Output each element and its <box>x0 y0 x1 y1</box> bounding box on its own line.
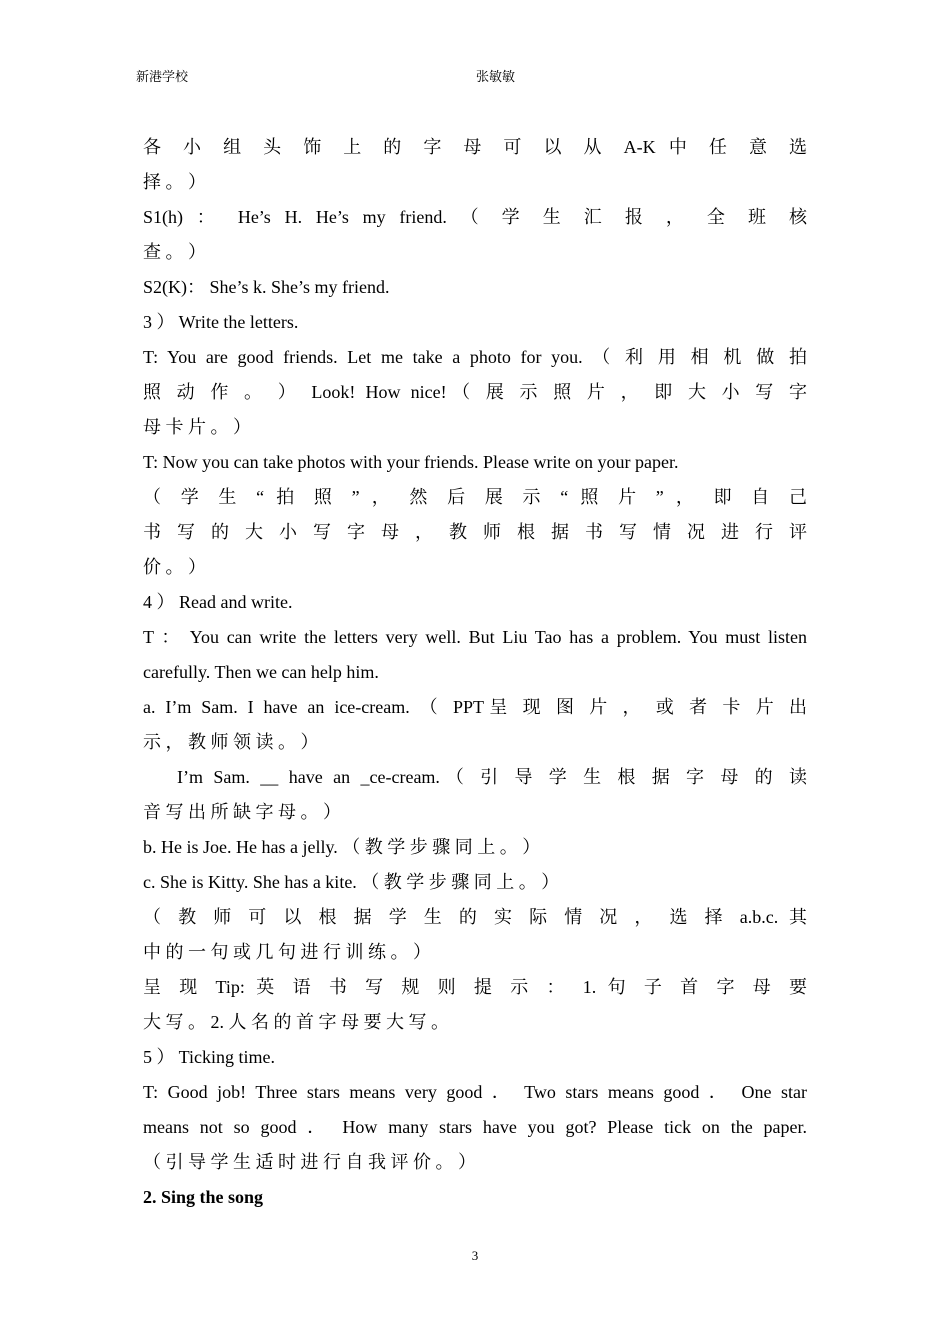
text-line: 价 。 ） <box>143 557 206 577</box>
text-line: 示 ， 教 师 领 读 。 ） <box>143 732 319 752</box>
text-line: 大 写 。 2. 人 名 的 首 字 母 要 大 写 。 <box>143 1012 449 1032</box>
text-line: 音 写 出 所 缺 字 母 。 ） <box>143 802 341 822</box>
text-line: T ： You can write the letters very well. But Liu Tao has a problem. You must listen <box>143 627 807 647</box>
step-heading: 5 ） Ticking time. <box>143 1047 276 1067</box>
section-heading: 2. Sing the song <box>143 1187 264 1207</box>
text-line: b. He is Joe. He has a jelly. （ 教 学 步 骤 同 上 。 ） <box>143 837 541 857</box>
text-line: 中 的 一 句 或 几 句 进 行 训 练 。 ） <box>143 942 431 962</box>
text-line: I’m Sam. __ have an _ce-cream.（ 引 导 学 生 根 据 字 母 的 读 <box>177 767 807 787</box>
text-line: （ 引 导 学 生 适 时 进 行 自 我 评 价 。 ） <box>143 1152 476 1172</box>
text-line: 母 卡 片 。 ） <box>143 417 251 437</box>
page-number: 3 <box>471 1248 479 1263</box>
text-line: c. She is Kitty. She has a kite. （ 教 学 步 骤 同 上 。 ） <box>143 872 560 892</box>
header-author: 张敏敏 <box>476 69 516 84</box>
text-line: （ 教 师 可 以 根 据 学 生 的 实 际 情 况 ， 选 择 a.b.c. 其 <box>143 907 807 927</box>
text-line: means not so good ． How many stars have you got? Please tick on the paper. <box>143 1117 807 1137</box>
text-line: 书 写 的 大 小 写 字 母 ， 教 师 根 据 书 写 情 况 进 行 评 <box>143 522 807 542</box>
text-line: 呈 现 Tip: 英 语 书 写 规 则 提 示 ： 1. 句 子 首 字 母 要 <box>143 977 807 997</box>
text-line: 各 小 组 头 饰 上 的 字 母 可 以 从 A-K 中 任 意 选 <box>143 137 807 157</box>
text-line: 查 。 ） <box>143 242 206 262</box>
step-heading: 3 ） Write the letters. <box>143 312 299 332</box>
text-line: T: You are good friends. Let me take a photo for you. （ 利 用 相 机 做 拍 <box>143 347 807 367</box>
text-line: T: Good job! Three stars means very good ． Two stars means good ． One star <box>143 1082 807 1102</box>
document-body <box>143 130 807 1215</box>
text-line: carefully. Then we can help him. <box>143 662 379 682</box>
text-line: 照 动 作 。 ） Look! How nice!（ 展 示 照 片 ， 即 大 小 写 字 <box>143 382 807 402</box>
header-school: 新港学校 <box>136 69 189 84</box>
text-line: T: Now you can take photos with your friends. Please write on your paper. <box>143 452 679 472</box>
step-heading: 4 ） Read and write. <box>143 592 293 612</box>
text-line: 择 。 ） <box>143 172 206 192</box>
text-line: S1(h) ： He’s H. He’s my friend. （ 学 生 汇 报 ， 全 班 核 <box>143 207 807 227</box>
text-line: a. I’m Sam. I have an ice-cream. （ PPT呈 现 图 片 ， 或 者 卡 片 出 <box>143 697 807 717</box>
text-line: （ 学 生 “ 拍 照 ” ， 然 后 展 示 “ 照 片 ” ， 即 自 己 <box>143 487 807 507</box>
text-line: S2(K)： She’s k. She’s my friend. <box>143 277 390 297</box>
